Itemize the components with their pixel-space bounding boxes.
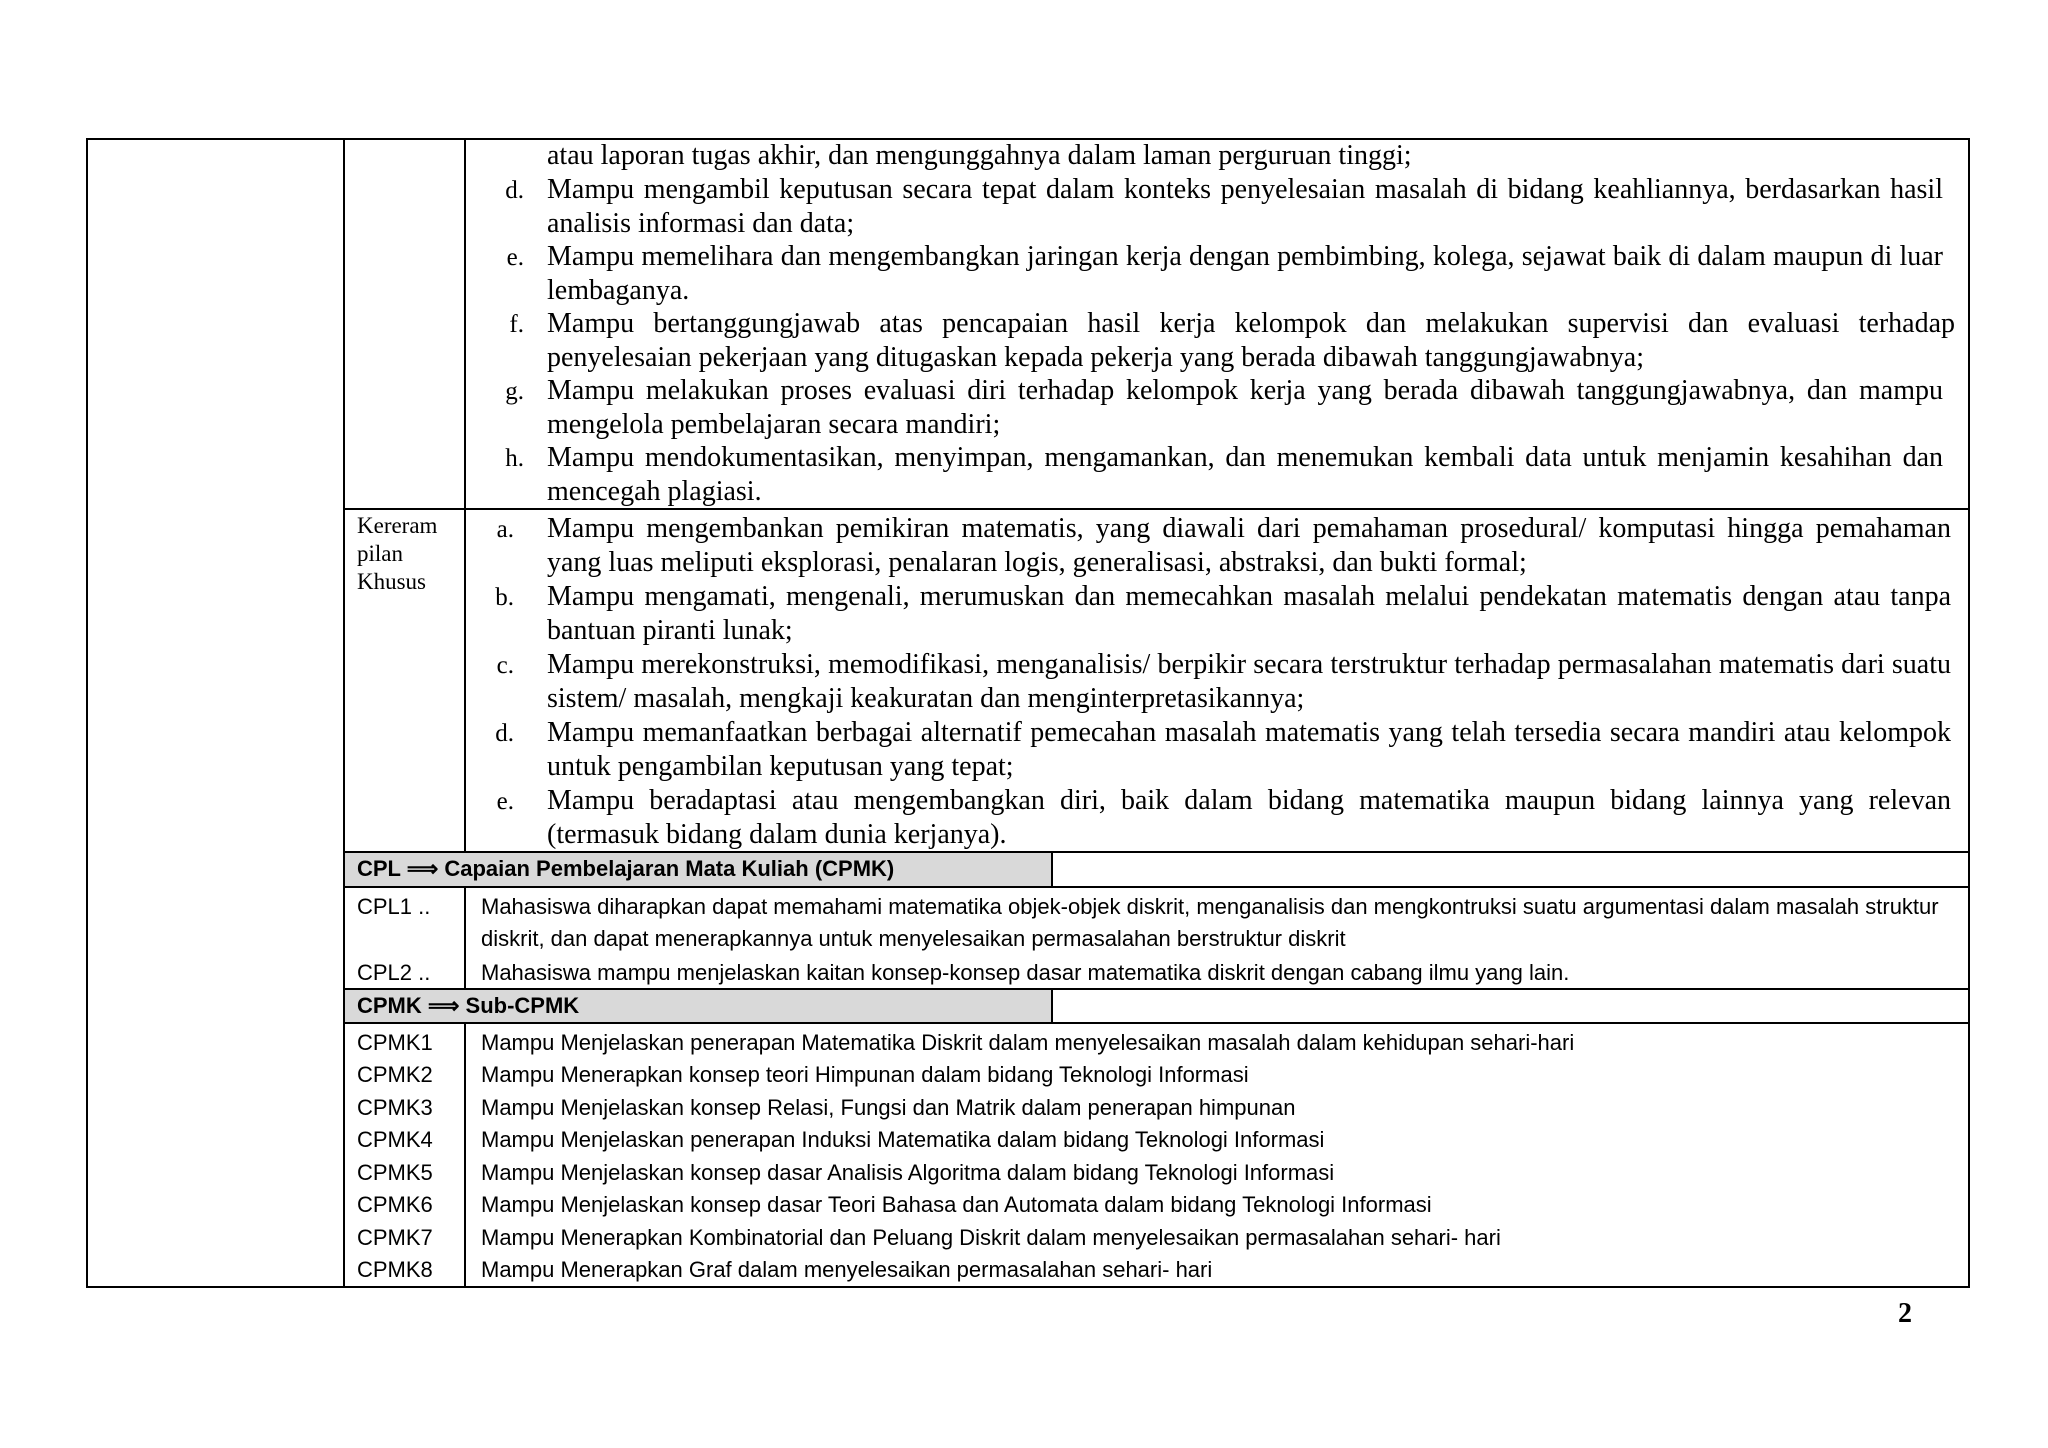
- intro-continuation-line: atau laporan tugas akhir, dan mengunggahnya dalam laman perguruan tinggi;: [547, 140, 1412, 171]
- list-item: Mampu beradaptasi atau mengembangkan diri, baik dalam bidang matematika maupun bidang lainnya yang relevan (termasuk bidang dalam dunia kerjanya).: [547, 785, 1951, 850]
- column-divider-1: [343, 138, 345, 1288]
- cpmk-code: CPMK7: [357, 1225, 433, 1250]
- cpmk-code: CPMK4: [357, 1127, 433, 1152]
- list-item: Mampu bertanggungjawab atas pencapaian hasil kerja kelompok dan melakukan supervisi dan evaluasi terhadap penyelesaian pekerjaan yang ditugaskan kepada pekerja yang berada dibawah tanggungjawabnya;: [547, 308, 1955, 373]
- cpmk-description: Mampu Menjelaskan konsep dasar Teori Bahasa dan Automata dalam bidang Teknologi Informasi: [481, 1192, 1432, 1217]
- cpl-header-divider: [1051, 851, 1053, 888]
- cpmk-header-divider: [1051, 988, 1053, 1024]
- column-divider-2-cpmk: [464, 1023, 466, 1288]
- list-marker: b.: [495, 584, 514, 611]
- cpl-description: Mahasiswa mampu menjelaskan kaitan konsep-konsep dasar matematika diskrit dengan cabang ilmu yang lain.: [481, 960, 1570, 985]
- row-divider-cpl-head-bottom: [343, 886, 1970, 888]
- cpmk-code: CPMK2: [357, 1062, 433, 1087]
- cpmk-description: Mampu Menjelaskan konsep dasar Analisis Algoritma dalam bidang Teknologi Informasi: [481, 1160, 1335, 1185]
- cpmk-description: Mampu Menerapkan Kombinatorial dan Peluang Diskrit dalam menyelesaikan permasalahan sehari- hari: [481, 1225, 1501, 1250]
- list-marker: a.: [496, 516, 514, 543]
- list-item: Mampu mengambil keputusan secara tepat dalam konteks penyelesaian masalah di bidang keahliannya, berdasarkan hasil analisis informasi dan data;: [547, 174, 1943, 239]
- cpl-section-header: CPL ⟹ Capaian Pembelajaran Mata Kuliah (CPMK): [357, 856, 895, 881]
- table-bottom-border: [86, 1286, 1970, 1288]
- cpmk-description: Mampu Menerapkan konsep teori Himpunan dalam bidang Teknologi Informasi: [481, 1062, 1249, 1087]
- list-marker: h.: [505, 445, 524, 472]
- cpmk-code: CPMK8: [357, 1257, 433, 1282]
- list-item: Mampu mendokumentasikan, menyimpan, mengamankan, dan menemukan kembali data untuk menjamin kesahihan dan mencegah plagiasi.: [547, 442, 1943, 507]
- cpmk-description: Mampu Menerapkan Graf dalam menyelesaikan permasalahan sehari- hari: [481, 1257, 1213, 1282]
- list-item: Mampu merekonstruksi, memodifikasi, menganalisis/ berpikir secara terstruktur terhadap permasalahan matematis dari suatu sistem/ masalah, mengkaji keakuratan dan menginterpretasikannya;: [547, 649, 1951, 714]
- list-marker: e.: [496, 788, 514, 815]
- cpmk-description: Mampu Menjelaskan konsep Relasi, Fungsi dan Matrik dalam penerapan himpunan: [481, 1095, 1296, 1120]
- cpl-description: Mahasiswa diharapkan dapat memahami matematika objek-objek diskrit, menganalisis dan mengkontruksi suatu argumentasi dalam masalah struktur diskrit, dan dapat menerapkannya untuk menyelesaikan permasalahan berstruktur diskrit: [481, 894, 1939, 951]
- cpmk-code: CPMK5: [357, 1160, 433, 1185]
- list-item: Mampu memelihara dan mengembangkan jaringan kerja dengan pembimbing, kolega, sejawat baik di dalam maupun di luar lembaganya.: [547, 241, 1943, 306]
- list-marker: d.: [495, 720, 514, 747]
- list-marker: c.: [496, 652, 514, 679]
- list-marker: e.: [506, 244, 524, 271]
- table-left-border: [86, 138, 88, 1288]
- page-number: 2: [1898, 1298, 1912, 1329]
- cpmk-description: Mampu Menjelaskan penerapan Induksi Matematika dalam bidang Teknologi Informasi: [481, 1127, 1325, 1152]
- cpmk-description: Mampu Menjelaskan penerapan Matematika Diskrit dalam menyelesaikan masalah dalam kehidupan sehari-hari: [481, 1030, 1575, 1055]
- cpl-code: CPL1 ..: [357, 894, 431, 919]
- list-item: Mampu melakukan proses evaluasi diri terhadap kelompok kerja yang berada dibawah tanggungjawabnya, dan mampu mengelola pembelajaran secara mandiri;: [547, 375, 1943, 440]
- table-right-border: [1968, 138, 1970, 1288]
- list-marker: d.: [505, 177, 524, 204]
- column-divider-2-top: [464, 138, 466, 852]
- cpmk-code: CPMK1: [357, 1030, 433, 1055]
- list-marker: f.: [509, 311, 524, 338]
- khusus-label-line-2: pilan: [357, 541, 403, 566]
- list-marker: g.: [505, 378, 524, 405]
- khusus-label-line-3: Khusus: [357, 569, 427, 594]
- list-item: Mampu mengamati, mengenali, merumuskan dan memecahkan masalah melalui pendekatan matematis dengan atau tanpa bantuan piranti lunak;: [547, 581, 1951, 646]
- cpmk-code: CPMK3: [357, 1095, 433, 1120]
- cpmk-section-header: CPMK ⟹ Sub-CPMK: [357, 993, 580, 1018]
- list-item: Mampu mengembankan pemikiran matematis, yang diawali dari pemahaman prosedural/ komputasi hingga pemahaman yang luas meliputi eksplorasi, penalaran logis, generalisasi, abstraksi, dan bukti formal;: [547, 513, 1951, 578]
- column-divider-2-cpl: [464, 887, 466, 989]
- khusus-label-line-1: Kereram: [357, 513, 438, 538]
- row-divider-cpmk-head-bottom: [343, 1022, 1970, 1024]
- cpl-code: CPL2 ..: [357, 960, 431, 985]
- cpmk-code: CPMK6: [357, 1192, 433, 1217]
- list-item: Mampu memanfaatkan berbagai alternatif pemecahan masalah matematis yang telah tersedia secara mandiri atau kelompok untuk pengambilan keputusan yang tepat;: [547, 717, 1951, 782]
